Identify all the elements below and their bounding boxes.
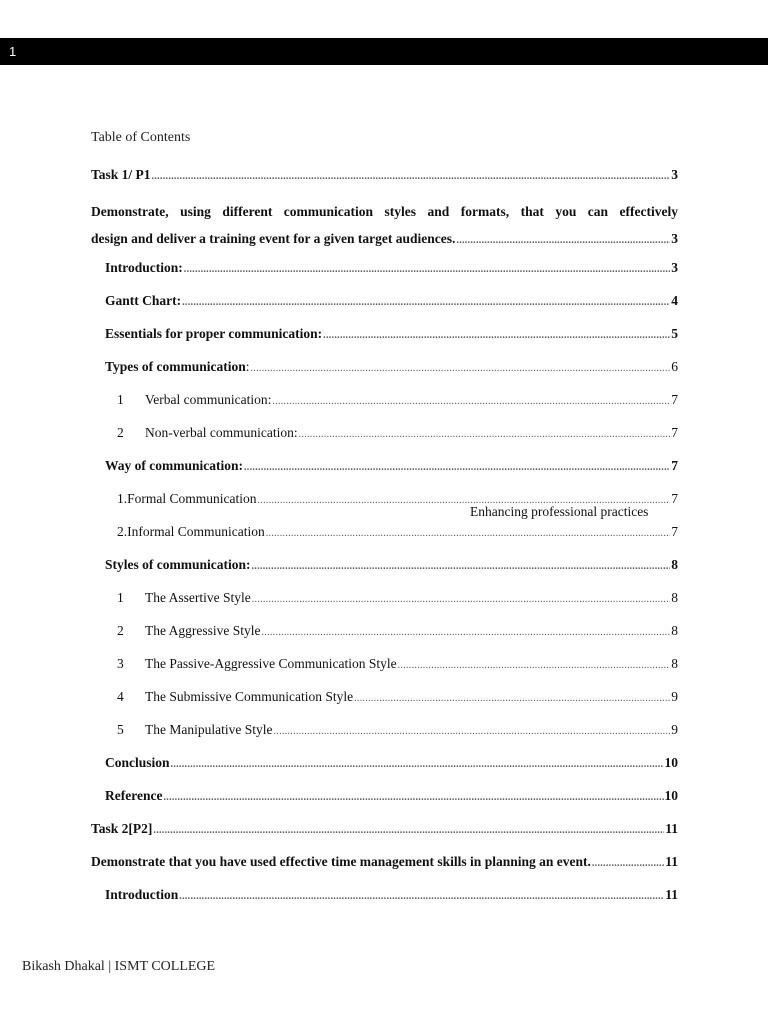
dot-leader bbox=[163, 788, 663, 808]
toc-entry[interactable] bbox=[91, 357, 678, 390]
toc-entry-label: The Manipulative Style bbox=[145, 722, 273, 737]
dot-leader bbox=[153, 821, 664, 841]
toc-entry[interactable] bbox=[91, 522, 678, 555]
dot-leader bbox=[266, 524, 671, 544]
toc-entry-suffix: : bbox=[245, 359, 250, 374]
toc-entry-number: 2 bbox=[117, 623, 124, 638]
header-bar bbox=[0, 38, 768, 65]
toc-entry-page: 7 bbox=[671, 425, 678, 440]
dot-leader bbox=[398, 656, 671, 676]
toc-entry-label: Conclusion bbox=[105, 755, 170, 770]
dot-leader bbox=[273, 722, 670, 742]
toc-entry[interactable] bbox=[91, 588, 678, 621]
toc-entry-number: 1 bbox=[117, 590, 124, 605]
toc-entry-page: 7 bbox=[671, 491, 678, 506]
toc-entry-label: Way of communication: bbox=[105, 458, 243, 473]
toc-entry-page: 9 bbox=[671, 722, 678, 737]
toc-entry-label: Task 1/ P1 bbox=[91, 167, 151, 182]
toc-entry[interactable] bbox=[91, 687, 678, 720]
toc-entry[interactable] bbox=[91, 198, 678, 258]
toc-entry[interactable] bbox=[91, 753, 678, 786]
toc-entry-label: The Submissive Communication Style bbox=[145, 689, 354, 704]
toc-title: Table of Contents bbox=[91, 130, 191, 145]
toc-entry[interactable] bbox=[91, 291, 678, 324]
toc-entry-label: 1.Formal Communication bbox=[117, 491, 257, 506]
dot-leader bbox=[182, 293, 670, 313]
toc-entry-number: 4 bbox=[117, 689, 124, 704]
toc-entry-page: 7 bbox=[671, 524, 678, 539]
dot-leader bbox=[592, 854, 664, 874]
toc-entry-number: 5 bbox=[117, 722, 124, 737]
toc-entry-number: 3 bbox=[117, 656, 124, 671]
toc-entry-page: 9 bbox=[671, 689, 678, 704]
toc-entry-page: 11 bbox=[665, 854, 678, 869]
toc-entry[interactable] bbox=[91, 786, 678, 819]
toc-entry-label: 2.Informal Communication bbox=[117, 524, 265, 539]
dot-leader bbox=[152, 167, 671, 187]
dot-leader bbox=[184, 260, 670, 280]
toc-entry[interactable] bbox=[91, 456, 678, 489]
dot-leader bbox=[171, 755, 664, 775]
toc-entry-number: 1 bbox=[117, 392, 124, 407]
toc-entry-label: Demonstrate that you have used effective time management skills in planning an event. bbox=[91, 854, 591, 869]
table-of-contents bbox=[91, 165, 678, 918]
toc-entry-label: Task 2[P2] bbox=[91, 821, 153, 836]
toc-entry-page: 11 bbox=[665, 887, 678, 902]
toc-entry[interactable] bbox=[91, 555, 678, 588]
dot-leader bbox=[299, 425, 671, 445]
toc-entry-label: Essentials for proper communication: bbox=[105, 326, 323, 341]
toc-entry[interactable] bbox=[91, 165, 678, 198]
toc-entry-label-line2: design and deliver a training event for a given target audiences. bbox=[91, 231, 456, 246]
page-footer: Bikash Dhakal | ISMT COLLEGE bbox=[22, 959, 216, 974]
toc-entry-label: The Passive-Aggressive Communication Style bbox=[145, 656, 397, 671]
dot-leader bbox=[456, 227, 670, 254]
toc-entry-page: 8 bbox=[671, 590, 678, 605]
dot-leader bbox=[252, 557, 671, 577]
toc-entry-label: Introduction: bbox=[105, 260, 183, 275]
toc-entry[interactable] bbox=[91, 258, 678, 291]
dot-leader bbox=[272, 392, 670, 412]
toc-entry[interactable] bbox=[91, 852, 678, 885]
toc-entry-number: 2 bbox=[117, 425, 124, 440]
dot-leader bbox=[251, 359, 671, 379]
toc-entry-page: 8 bbox=[671, 623, 678, 638]
toc-entry[interactable] bbox=[91, 885, 678, 918]
toc-entry[interactable] bbox=[91, 654, 678, 687]
toc-entry-label: Styles of communication: bbox=[105, 557, 251, 572]
toc-entry-page: 4 bbox=[671, 293, 678, 308]
toc-entry-label: Types of communication bbox=[105, 359, 246, 374]
dot-leader bbox=[179, 887, 664, 907]
toc-entry-label: Gantt Chart: bbox=[105, 293, 182, 308]
page-number: 1 bbox=[9, 44, 17, 59]
overlay-caption: Enhancing professional practices bbox=[470, 504, 649, 519]
toc-entry-label: Non-verbal communication: bbox=[145, 425, 298, 440]
toc-entry[interactable] bbox=[91, 324, 678, 357]
toc-entry[interactable] bbox=[91, 819, 678, 852]
dot-leader bbox=[261, 623, 670, 643]
toc-entry-label-line1: Demonstrate, using different communication styles and formats, that you can effectively bbox=[91, 204, 678, 219]
dot-leader bbox=[244, 458, 670, 478]
toc-entry-label: Verbal communication: bbox=[145, 392, 272, 407]
toc-entry-page: 7 bbox=[671, 458, 678, 473]
toc-entry-page: 8 bbox=[671, 557, 678, 572]
toc-entry[interactable] bbox=[91, 621, 678, 654]
toc-entry-label: Reference bbox=[105, 788, 163, 803]
toc-entry-page: 3 bbox=[671, 260, 678, 275]
toc-entry-label: Introduction bbox=[105, 887, 179, 902]
toc-entry-page: 5 bbox=[671, 326, 678, 341]
toc-entry-page: 7 bbox=[671, 392, 678, 407]
toc-entry[interactable] bbox=[91, 390, 678, 423]
toc-entry-page: 6 bbox=[671, 359, 678, 374]
toc-entry[interactable] bbox=[91, 720, 678, 753]
toc-entry-page: 10 bbox=[664, 755, 678, 770]
dot-leader bbox=[354, 689, 670, 709]
toc-entry-page: 10 bbox=[664, 788, 678, 803]
toc-entry-label: The Assertive Style bbox=[145, 590, 251, 605]
toc-entry[interactable] bbox=[91, 423, 678, 456]
toc-entry-page: 11 bbox=[665, 821, 678, 836]
toc-entry-page: 8 bbox=[671, 656, 678, 671]
dot-leader bbox=[252, 590, 671, 610]
toc-entry-label: The Aggressive Style bbox=[145, 623, 261, 638]
toc-entry-page: 3 bbox=[671, 231, 678, 246]
toc-entry-page: 3 bbox=[671, 167, 678, 182]
dot-leader bbox=[323, 326, 670, 346]
